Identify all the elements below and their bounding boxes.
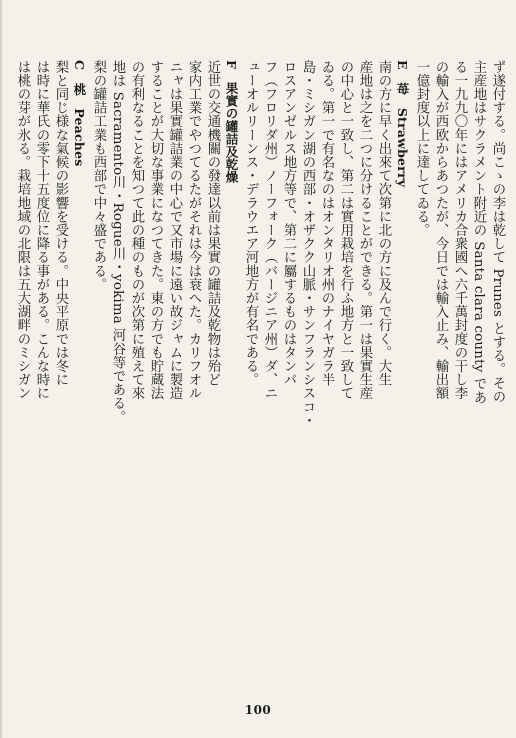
text-line: ニャは果實罐詰業の中心で又市場に遠い故ジャムに製造: [167, 60, 182, 400]
text-line: ロスアンゼルス地方等で、第二に屬するものはタンパ: [281, 60, 296, 387]
text-line: 梨と同じ様な氣候の影響を受ける。中央平原では冬に: [53, 60, 68, 387]
page-edge-shadow: [0, 0, 3, 738]
text-line: 梨の罐詰工業も西部で中々盛である。: [91, 60, 106, 292]
text-line: 地は Sacramento川・Rogue川・yokima 河谷等である。: [110, 60, 125, 424]
text-line: 近世の交通機關の發達以前は果實の罐詰及乾物は殆ど: [205, 60, 220, 387]
page-number: 100: [244, 703, 272, 717]
text-line: フ（フロリダ州）ノーフォーク（バージニア州）ダ、ニ: [262, 60, 277, 400]
text-line: ューオルリーンス・デラウエア河地方が有名である。: [243, 60, 258, 387]
text-line: 家内工業でやつてるたがそれは今は衰へた。カリフオル: [186, 60, 201, 400]
text-line: 産地は之を二つに分けることができる。第一は果實生産: [357, 60, 372, 400]
section-heading-strawberry: E 苺 Strawberry: [395, 60, 410, 188]
text-line: る一九九〇年にはアメリカ合衆國へ六千萬封度の干し李: [452, 60, 467, 400]
text-line: 南の方に早く出來て次第に北の方に及んで行く。大生: [376, 60, 391, 387]
section-heading-peaches: C 桃 Peaches: [72, 60, 87, 167]
text-line: は時に華氏の零下十五度位に降る事がある。こんな時に: [34, 60, 49, 400]
text-line: 島・ミシガン湖の西部・オザクク山脈・サンフランシスコ・: [300, 60, 315, 428]
text-line: 主産地はサクラメント附近の Santa clara county であ: [471, 60, 486, 405]
text-line: ゐる。第一で有名なのはオンタリオ州のナイヤガラ半: [319, 60, 334, 387]
text-line: することが大切な事業になつてきた。東の方でも貯蔵法: [148, 60, 163, 400]
text-line: ず遂付する。尚こゝの李は乾して Prunes とする。その: [490, 60, 505, 404]
text-line: の中心と一致し、第二は實用栽培を行ふ地方と一致して: [338, 60, 353, 400]
section-heading-canning: F 果實の罐詰及乾燥: [224, 60, 239, 184]
text-line: の輸入が西欧からあつたが、今日では輸入止み、輸出額: [433, 60, 448, 400]
text-line: 一億封度以上に達してゐる。: [414, 60, 429, 237]
text-line: の有利なることを知つて此の種のものが次第に殖えて來: [129, 60, 144, 400]
text-line: は桃の芽が氷る。栽培地域の北限は五大湖畔のミシガン: [15, 60, 30, 400]
